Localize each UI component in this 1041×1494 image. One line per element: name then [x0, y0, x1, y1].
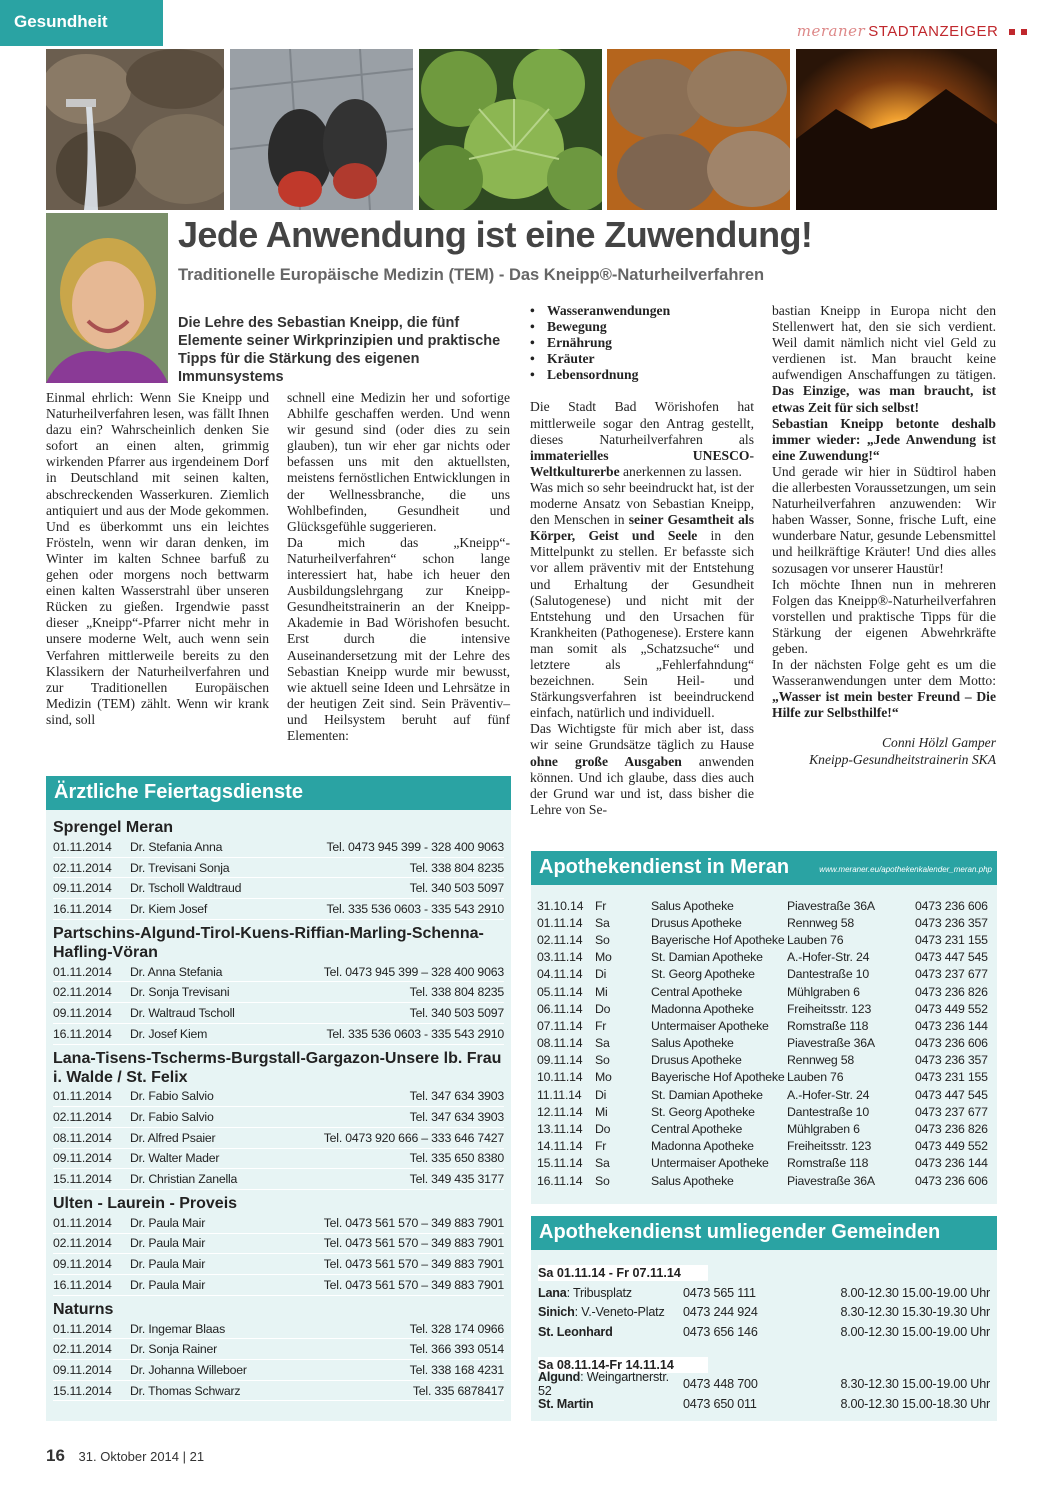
doctor-phone: Tel. 0473 561 570 – 349 883 7901: [323, 1236, 504, 1251]
doctor-row: [53, 1149, 504, 1170]
pharmacy-date: 04.11.14: [537, 967, 583, 982]
doctor-name: Dr. Sonja Trevisani: [130, 985, 230, 1000]
doctor-row: [53, 1254, 504, 1275]
pharmacy-address: : V.-Veneto-Platz: [574, 1305, 665, 1320]
paragraph: Sebastian Kneipp betonte deshalb immer wieder: „Jede Anwendung ist eine Zuwendung!“: [772, 415, 996, 463]
doctor-phone: Tel. 338 804 8235: [409, 985, 504, 1000]
water-fountain-photo: [46, 49, 224, 210]
pharmacy-row: [537, 931, 991, 948]
doctor-name: Dr. Ingemar Blaas: [130, 1321, 226, 1336]
doctor-holiday-services-box: [46, 776, 511, 1421]
doctor-row: [53, 858, 504, 879]
doctor-row: [53, 1234, 504, 1255]
pharmacy-town: St. Martin: [538, 1396, 594, 1411]
doctor-phone: Tel. 335 650 8380: [409, 1151, 504, 1166]
doctor-row: [53, 1087, 504, 1108]
doctor-name: Dr. Paula Mair: [130, 1236, 206, 1251]
bread-rolls-photo: [607, 49, 790, 210]
pharmacy-weekday: Fr: [595, 898, 607, 913]
opening-hours: 8.00-12.30 15.00-18.30 Uhr: [840, 1396, 990, 1411]
doctor-phone: Tel. 347 634 3903: [409, 1089, 504, 1104]
opening-hours: 8.00-12.30 15.00-19.00 Uhr: [840, 1285, 990, 1300]
article-column-3: [530, 303, 754, 818]
pharmacy-row: [537, 966, 991, 983]
pharmacy-town: Sinich: [538, 1305, 575, 1320]
service-date: 01.11.2014: [53, 839, 112, 854]
pharmacy-phone: 0473 231 155: [915, 932, 988, 947]
article-column-2: [287, 390, 510, 744]
paragraph: Die Stadt Bad Wörishofen hat mittlerweile sogar den Antrag gestellt, dieses Naturheilverfahren als immaterielles UNESCO-Weltkulturerbe anerkennen zu lassen.: [530, 399, 754, 479]
pharmacy-phone: 0473 449 552: [915, 1001, 988, 1016]
doctor-phone: Tel. 0473 945 399 – 328 400 9063: [323, 964, 504, 979]
doctor-name: Dr. Fabio Salvio: [130, 1110, 214, 1125]
service-date: 16.11.2014: [53, 1026, 112, 1041]
period-label: Sa 08.11.14-Fr 14.11.14: [538, 1357, 708, 1373]
pharmacy-phone: 0473 656 146: [683, 1324, 758, 1339]
doctor-phone: Tel. 366 393 0514: [409, 1342, 504, 1357]
paragraph: Was mich so sehr beeindruckt hat, ist der moderne Ansatz von Sebastian Kneipp, den Menschen in seiner Gesamtheit als Körper, Geist und Seele in den Mittelpunkt zu stellen. Er befasste sich vor allem präventiv mit der Entstehung und Erhaltung der Gesundheit (Salutogenese) und nicht mit der Entstehung und den Ursachen für Krankheiten (Pathogenese). Erstere kann man somit als „Schatzsuche“ und letztere als „Fehlerfahndung“ bezeichnen. Sein Heil- und Stärkungsverfahren ist beeindruckend einfach, natürlich und individuell.: [530, 479, 754, 721]
pharmacy-address: A.-Hofer-Str. 24: [787, 950, 870, 965]
pharmacy-phone: 0473 236 826: [915, 1122, 988, 1137]
pharmacy-date: 05.11.14: [537, 984, 583, 999]
paragraph: schnell eine Medizin her und sofortige Abhilfe geschaffen werden. Und wenn wir gesund sind (oder dies zu sein glauben), tun wir eher gar nichts oder befassen uns mit den aktuellsten, meistens fernöstlichen Entwicklungen in der Wellnessbranche, die uns Wohlbefinden, Gesundheit und Glücksgefühle suggerieren.: [287, 390, 510, 534]
ladys-mantle-leaves-photo: [419, 49, 602, 210]
pharmacy-date: 13.11.14: [537, 1122, 583, 1137]
service-date: 02.11.2014: [53, 985, 112, 1000]
pharmacy-date: 02.11.14: [537, 932, 583, 947]
paragraph: Und gerade wir hier in Südtirol haben die allerbesten Voraussetzungen, um sein Naturheilverfahren anzuwenden: Wir haben Wasser, Sonne, frische Luft, eine wunderbare Natur, gesunde Lebensmittel und heilkräftige Kräuter! Und dies alles sozusagen vor unserer Haustür!: [772, 463, 996, 576]
pharmacy-name: Bayerische Hof Apotheke: [651, 1070, 785, 1085]
box-title: Apothekendienst umliegender Gemeinden: [531, 1216, 997, 1250]
doctor-row: [53, 982, 504, 1003]
doctor-row: [53, 1169, 504, 1190]
doctor-phone: Tel. 349 435 3177: [409, 1172, 504, 1187]
service-date: 09.11.2014: [53, 1151, 112, 1166]
pharmacy-weekday: So: [595, 1053, 610, 1068]
doctor-name: Dr. Waltraud Tscholl: [130, 1005, 235, 1020]
pharmacy-phone: 0473 650 011: [683, 1396, 757, 1411]
pharmacy-name: St. Georg Apotheke: [651, 1104, 755, 1119]
pharmacy-weekday: Sa: [595, 915, 610, 930]
doctor-group-title: Lana-Tisens-Tscherms-Burgstall-Gargazon-Unsere lb. Frau i. Walde / St. Felix: [53, 1049, 502, 1086]
pharmacy-table: [531, 885, 997, 1189]
pharmacy-date: 15.11.14: [537, 1156, 583, 1171]
pharmacy-weekday: So: [595, 932, 610, 947]
issue-date: 31. Oktober 2014 | 21: [78, 1449, 205, 1464]
doctor-name: Dr. Johanna Willeboer: [130, 1362, 247, 1377]
doctor-groups: [46, 810, 511, 1401]
pharmacy-row: [537, 1120, 991, 1137]
doctor-row: [53, 1213, 504, 1234]
pharmacy-address: Freiheitsstr. 123: [787, 1001, 872, 1016]
pharmacy-weekday: Do: [595, 1122, 611, 1137]
pharmacy-date: 12.11.14: [537, 1104, 583, 1119]
pharmacy-location: [538, 1305, 683, 1319]
pharmacy-weekday: Fr: [595, 1018, 607, 1033]
pharmacy-phone: 0473 447 545: [915, 950, 988, 965]
service-date: 02.11.2014: [53, 860, 112, 875]
doctor-phone: Tel. 0473 920 666 – 333 646 7427: [323, 1130, 504, 1145]
pharmacy-weekday: Fr: [595, 1139, 607, 1154]
pharmacy-surrounding-box: [531, 1216, 997, 1421]
section-tag: Gesundheit: [0, 0, 163, 46]
pharmacy-row: [537, 1155, 991, 1172]
doctor-phone: Tel. 340 503 5097: [409, 881, 504, 896]
doctor-phone: Tel. 340 503 5097: [409, 1005, 504, 1020]
pharmacy-town: Algund: [538, 1370, 581, 1385]
page-footer: [46, 1446, 204, 1466]
pharmacy-row: [537, 1035, 991, 1052]
article-column-4: [772, 303, 996, 768]
doctor-phone: Tel. 328 174 0966: [409, 1321, 504, 1336]
service-date: 01.11.2014: [53, 1215, 112, 1230]
surrounding-pharmacy-row: [538, 1283, 990, 1303]
doctor-phone: Tel. 335 6878417: [412, 1383, 504, 1398]
pharmacy-date: 08.11.14: [537, 1036, 583, 1051]
spacer: [538, 1342, 990, 1356]
pharmacy-address: : Tribusplatz: [566, 1285, 632, 1300]
pharmacy-weekday: Sa: [595, 1156, 610, 1171]
opening-hours: 8.30-12.30 15.00-19.00 Uhr: [840, 1377, 990, 1392]
pharmacy-address: Lauben 76: [787, 932, 844, 947]
service-date: 01.11.2014: [53, 1089, 112, 1104]
pharmacy-phone: 0473 237 677: [915, 1104, 988, 1119]
pharmacy-weekday: Mi: [595, 984, 608, 999]
doctor-name: Dr. Paula Mair: [130, 1277, 206, 1292]
pharmacy-phone: 0473 449 552: [915, 1139, 988, 1154]
doctor-group-title: Sprengel Meran: [53, 819, 174, 836]
pharmacy-weekday: Mi: [595, 1104, 608, 1119]
pharmacy-name: Salus Apotheke: [651, 1173, 734, 1188]
pharmacy-name: Central Apotheke: [651, 984, 743, 999]
doctor-phone: Tel. 347 634 3903: [409, 1110, 504, 1125]
service-date: 01.11.2014: [53, 1321, 112, 1336]
pharmacy-phone: 0473 236 826: [915, 984, 988, 999]
paragraph: Einmal ehrlich: Wenn Sie Kneipp und Naturheilverfahren lesen, was fällt Ihnen dazu ein? Wahrscheinlich denken Sie sofort an einen alten, grimmig wirkenden Pfarrer aus irgendeinem Dorf in Deutschland mit seinen kalten, abschreckenden Wasserkuren. Ziemlich antiquiert und aus der Mode gekommen. Und es überkommt uns ein leichtes Frösteln, wenn wir daran denken, im Winter im kalten Schnee barfuß zu gehen oder morgens noch bettwarm einen kalten Wasserstrahl über unseren Rücken zu gießen. Irgendwie passt dieser „Kneipp“-Pfarrer nicht mehr in unsere moderne Welt, auch wenn sein Verfahren mittlerweile bereits zu den Klassikern der Naturheilverfahren und zur Traditionellen Europäischen Medizin (TEM) zählt. Wenn wir krank sind, soll: [46, 390, 269, 727]
pharmacy-address: Dantestraße 10: [787, 1104, 869, 1119]
brand-logo: [797, 22, 1027, 40]
pharmacy-date: 06.11.14: [537, 1001, 583, 1016]
pharmacy-name: St. Georg Apotheke: [651, 967, 755, 982]
doctor-row: [53, 899, 504, 920]
period-label: Sa 01.11.14 - Fr 07.11.14: [538, 1265, 708, 1281]
service-date: 02.11.2014: [53, 1342, 112, 1357]
paragraph: Ich möchte Ihnen nun in mehreren Folgen das Kneipp®-Naturheilverfahren vorstellen und praktische Tipps für die Stärkung der eigenen Abwehrkräfte geben.: [772, 576, 996, 656]
pharmacy-date: 07.11.14: [537, 1018, 583, 1033]
pharmacy-name: Salus Apotheke: [651, 1036, 734, 1051]
list-item: • Bewegung: [530, 319, 754, 335]
pharmacy-weekday: Di: [595, 1087, 607, 1102]
doctor-name: Dr. Josef Kiem: [130, 1026, 208, 1041]
pharmacy-weekday: Sa: [595, 1036, 610, 1051]
doctor-name: Dr. Trevisani Sonja: [130, 860, 230, 875]
opening-hours: 8.00-12.30 15.00-19.00 Uhr: [840, 1324, 990, 1339]
pharmacy-location: [538, 1325, 683, 1339]
pharmacy-name: Madonna Apotheke: [651, 1001, 754, 1016]
pharmacy-date: 31.10.14: [537, 898, 584, 913]
doctor-row: [53, 1128, 504, 1149]
pharmacy-row: [537, 949, 991, 966]
pharmacy-row: [537, 1172, 991, 1189]
doctor-row: [53, 1275, 504, 1296]
doctor-row: [53, 1360, 504, 1381]
doctor-row: [53, 1339, 504, 1360]
pharmacy-date: 16.11.14: [537, 1173, 583, 1188]
pharmacy-location: [538, 1370, 683, 1398]
pharmacy-phone: 0473 236 144: [915, 1156, 988, 1171]
doctor-name: Dr. Paula Mair: [130, 1215, 206, 1230]
pharmacy-row: [537, 1086, 991, 1103]
barefoot-shoes-photo: [230, 49, 413, 210]
surrounding-pharmacy-row: [538, 1322, 990, 1342]
doctor-group-title: Naturns: [53, 1300, 114, 1318]
doctor-name: Dr. Alfred Psaier: [130, 1130, 216, 1145]
service-date: 08.11.2014: [53, 1130, 112, 1145]
pharmacy-address: Mühlgraben 6: [787, 1122, 860, 1137]
surrounding-pharmacy-row: [538, 1370, 990, 1399]
pharmacy-phone: 0473 236 606: [915, 1173, 988, 1188]
paragraph: Das Wichtigste für mich aber ist, dass wir seine Grundsätze täglich zu Hause ohne große Ausgaben anwenden können. Und ich glaube, dass dies auch der Grund war und ist, dass bisher die Lehre von Se-: [530, 721, 754, 817]
doctor-row: [53, 1024, 504, 1045]
pharmacy-phone: 0473 236 357: [915, 1053, 988, 1068]
pharmacy-town: Lana: [538, 1285, 567, 1300]
pharmacy-address: Rennweg 58: [787, 1053, 855, 1068]
element-list: [530, 303, 754, 383]
page-number: 16: [46, 1446, 65, 1465]
doctor-phone: Tel. 0473 561 570 – 349 883 7901: [323, 1257, 504, 1272]
paragraph: In der nächsten Folge geht es um die Wasseranwendungen unter dem Motto: „Wasser ist mein bester Freund – Die Hilfe zur Selbsthilfe!“: [772, 657, 996, 721]
pharmacy-calendar-link[interactable]: www.meraner.eu/apothekenkalender_meran.php: [819, 865, 992, 874]
pharmacy-row: [537, 1017, 991, 1034]
doctor-phone: Tel. 335 536 0603 - 335 543 2910: [326, 901, 504, 916]
service-date: 15.11.2014: [53, 1383, 112, 1398]
pharmacy-name: Untermaiser Apotheke: [651, 1156, 769, 1171]
pharmacy-phone: 0473 447 545: [915, 1087, 988, 1102]
mountain-sunset-photo: [796, 49, 997, 210]
doctor-name: Dr. Christian Zanella: [130, 1172, 238, 1187]
pharmacy-row: [537, 1103, 991, 1120]
pharmacy-date: 03.11.14: [537, 950, 583, 965]
service-date: 16.11.2014: [53, 1277, 112, 1292]
doctor-name: Dr. Sonja Rainer: [130, 1342, 218, 1357]
pharmacy-row: [537, 1138, 991, 1155]
doctor-name: Dr. Kiem Josef: [130, 901, 208, 916]
pharmacy-location: [538, 1397, 683, 1411]
pharmacy-row: [537, 983, 991, 1000]
surrounding-pharmacy-list: [531, 1250, 997, 1414]
doctor-row: [53, 962, 504, 983]
pharmacy-date: 01.11.14: [537, 915, 583, 930]
list-item: • Ernährung: [530, 335, 754, 351]
pharmacy-weekday: Di: [595, 967, 607, 982]
pharmacy-address: Romstraße 118: [787, 1156, 869, 1171]
paragraph: Da mich das „Kneipp“-Naturheilverfahren“ schon lange interessiert hat, habe ich heuer den Ausbildungslehrgang zur Kneipp-Gesundheitstrainerin an der Kneipp-Akademie in Bad Wörishofen besucht. Erst durch die intensive Auseinandersetzung mit der Lehre des Sebastian Kneipp wurde mir bewusst, wie aktuell seine Ideen und Lehrsätze in der heutigen Zeit sind. Sein Präventiv– und Heilsystem beruht auf fünf Elementen:: [287, 534, 510, 743]
pharmacy-weekday: Mo: [595, 950, 612, 965]
list-item: • Wasseranwendungen: [530, 303, 754, 319]
pharmacy-weekday: Mo: [595, 1070, 612, 1085]
doctor-row: [53, 1107, 504, 1128]
pharmacy-row: [537, 1069, 991, 1086]
pharmacy-phone: 0473 236 144: [915, 1018, 988, 1033]
surrounding-pharmacy-row: [538, 1394, 990, 1414]
box-title: [531, 851, 997, 885]
pharmacy-address: Piavestraße 36A: [787, 898, 875, 913]
box-title-text: Apothekendienst in Meran: [539, 856, 790, 878]
doctor-name: Dr. Thomas Schwarz: [130, 1383, 241, 1398]
pharmacy-meran-box: [531, 851, 997, 1204]
list-item: • Lebensordnung: [530, 367, 754, 383]
doctor-name: Dr. Paula Mair: [130, 1257, 206, 1272]
pharmacy-name: St. Damian Apotheke: [651, 1087, 763, 1102]
paragraph: bastian Kneipp in Europa nicht den Stellenwert hat, den sie sich verdient. Weil damit nämlich nicht viel Geld zu verdienen ist. Man braucht keine aufwendigen Anschaffungen zu tätigen. Das Einzige, was man braucht, ist etwas Zeit für sich selbst!: [772, 303, 996, 415]
doctor-phone: Tel. 338 804 8235: [409, 860, 504, 875]
brand-name: STADTANZEIGER: [868, 23, 999, 40]
doctor-row: [53, 1319, 504, 1340]
pharmacy-date: 14.11.14: [537, 1139, 583, 1154]
service-date: 09.11.2014: [53, 1257, 112, 1272]
author-portrait: [46, 213, 168, 383]
service-date: 09.11.2014: [53, 1362, 112, 1377]
doctor-phone: Tel. 0473 945 399 - 328 400 9063: [326, 839, 504, 854]
pharmacy-name: Untermaiser Apotheke: [651, 1018, 769, 1033]
author-role: Kneipp-Gesundheitstrainerin SKA: [809, 751, 996, 767]
pharmacy-date: 10.11.14: [537, 1070, 583, 1085]
pharmacy-name: Central Apotheke: [651, 1122, 743, 1137]
opening-hours: 8.30-12.30 15.30-19.30 Uhr: [840, 1305, 990, 1320]
doctor-name: Dr. Tscholl Waldtraud: [130, 881, 242, 896]
pharmacy-phone: 0473 448 700: [683, 1377, 758, 1392]
pharmacy-name: St. Damian Apotheke: [651, 950, 763, 965]
pharmacy-location: [538, 1286, 683, 1300]
pharmacy-phone: 0473 236 606: [915, 898, 988, 913]
pharmacy-address: Lauben 76: [787, 1070, 844, 1085]
doctor-row: [53, 878, 504, 899]
pharmacy-address: Piavestraße 36A: [787, 1036, 875, 1051]
pharmacy-address: Mühlgraben 6: [787, 984, 860, 999]
brand-script: meraner: [796, 22, 866, 40]
pharmacy-phone: 0473 236 357: [915, 915, 988, 930]
service-date: 02.11.2014: [53, 1110, 112, 1125]
list-item: • Kräuter: [530, 351, 754, 367]
pharmacy-address: Romstraße 118: [787, 1018, 869, 1033]
doctor-phone: Tel. 335 536 0603 - 335 543 2910: [326, 1026, 504, 1041]
brand-square-2: [1021, 29, 1027, 35]
pharmacy-address: Piavestraße 36A: [787, 1173, 875, 1188]
doctor-phone: Tel. 338 168 4231: [409, 1362, 504, 1377]
doctor-row: [53, 1003, 504, 1024]
box-title: Ärztliche Feiertagsdienste: [46, 776, 511, 810]
pharmacy-name: Salus Apotheke: [651, 898, 734, 913]
doctor-name: Dr. Walter Mader: [130, 1151, 220, 1166]
doctor-name: Dr. Fabio Salvio: [130, 1089, 214, 1104]
service-date: 09.11.2014: [53, 1005, 112, 1020]
pharmacy-name: Drusus Apotheke: [651, 1053, 742, 1068]
pharmacy-address: Freiheitsstr. 123: [787, 1139, 872, 1154]
doctor-phone: Tel. 0473 561 570 – 349 883 7901: [323, 1215, 504, 1230]
article-lead: Die Lehre des Sebastian Kneipp, die fünf Elemente seiner Wirkprinzipien und praktische Tipps für die Stärkung des eigenen Immunsystems: [178, 315, 501, 385]
pharmacy-name: Madonna Apotheke: [651, 1139, 754, 1154]
pharmacy-name: Bayerische Hof Apotheke: [651, 932, 785, 947]
service-date: 16.11.2014: [53, 901, 112, 916]
doctor-name: Dr. Anna Stefania: [130, 964, 223, 979]
author-name: Conni Hölzl Gamper: [881, 735, 996, 751]
pharmacy-phone: 0473 244 924: [683, 1305, 758, 1320]
pharmacy-row: [537, 1000, 991, 1017]
pharmacy-address: A.-Hofer-Str. 24: [787, 1087, 870, 1102]
service-date: 01.11.2014: [53, 964, 112, 979]
doctor-group-title: Ulten - Laurein - Proveis: [53, 1194, 238, 1212]
brand-square-1: [1009, 29, 1015, 35]
pharmacy-date: 09.11.14: [537, 1053, 583, 1068]
service-date: 09.11.2014: [53, 881, 112, 896]
pharmacy-phone: 0473 236 606: [915, 1036, 988, 1051]
pharmacy-address: : Weingartnerstr. 52: [538, 1370, 669, 1399]
pharmacy-town: St. Leonhard: [538, 1324, 613, 1339]
pharmacy-name: Drusus Apotheke: [651, 915, 742, 930]
doctor-row: [53, 837, 504, 858]
doctor-name: Dr. Stefania Anna: [130, 839, 223, 854]
pharmacy-address: Dantestraße 10: [787, 967, 869, 982]
pharmacy-row: [537, 897, 991, 914]
article-subtitle: Traditionelle Europäische Medizin (TEM) - Das Kneipp®-Naturheilverfahren: [178, 266, 765, 284]
doctor-phone: Tel. 0473 561 570 – 349 883 7901: [323, 1277, 504, 1292]
surrounding-pharmacy-row: [538, 1303, 990, 1323]
service-date: 15.11.2014: [53, 1172, 112, 1187]
pharmacy-phone: 0473 231 155: [915, 1070, 988, 1085]
pharmacy-phone: 0473 565 111: [683, 1285, 756, 1300]
service-date: 02.11.2014: [53, 1236, 112, 1251]
pharmacy-phone: 0473 237 677: [915, 967, 988, 982]
pharmacy-row: [537, 914, 991, 931]
doctor-row: [53, 1381, 504, 1402]
pharmacy-row: [537, 1052, 991, 1069]
pharmacy-address: Rennweg 58: [787, 915, 855, 930]
pharmacy-date: 11.11.14: [537, 1087, 582, 1102]
article-title: Jede Anwendung ist eine Zuwendung!: [178, 214, 813, 255]
article-column-1: [46, 390, 269, 728]
doctor-group-title: Partschins-Algund-Tirol-Kuens-Riffian-Marling-Schenna-Hafling-Vöran: [53, 924, 484, 961]
pharmacy-weekday: So: [595, 1173, 610, 1188]
pharmacy-weekday: Do: [595, 1001, 611, 1016]
